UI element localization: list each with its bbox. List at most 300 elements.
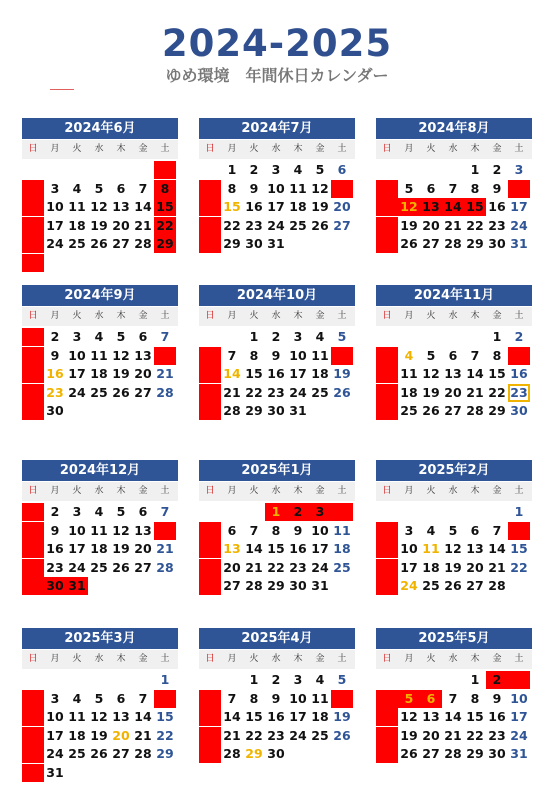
- day-cell: 30: [46, 403, 64, 418]
- day-cell: 23: [508, 384, 530, 402]
- day-cell: 14: [488, 541, 506, 556]
- day-cell: 2: [514, 329, 524, 344]
- day-cell: 2: [50, 504, 60, 519]
- day-cell: 1: [22, 328, 44, 346]
- day-cell: 21: [199, 217, 221, 235]
- weekday-row: [22, 307, 178, 326]
- day-cell: 6: [199, 347, 221, 365]
- weekday-label: 日: [205, 144, 215, 154]
- day-cell: 29: [245, 403, 263, 418]
- day-cell: 13: [223, 541, 241, 556]
- weekday-label: 金: [138, 311, 148, 321]
- day-cell: 22: [245, 727, 263, 743]
- day-cell: 21: [466, 384, 484, 400]
- day-cell: 4: [376, 180, 398, 198]
- day-cell: 20: [422, 217, 440, 233]
- day-cell: 24: [311, 559, 329, 575]
- day-cell: 15: [245, 366, 263, 381]
- day-cell: 31: [66, 577, 88, 595]
- day-cell: 12: [398, 198, 420, 216]
- weekday-label: 火: [426, 654, 436, 664]
- day-cell: 27: [422, 746, 440, 761]
- day-cell: 17: [289, 709, 307, 724]
- day-cell: 6: [470, 522, 480, 538]
- day-cell: 5: [116, 504, 126, 519]
- day-grid: [199, 159, 355, 285]
- day-cell: 5: [426, 347, 436, 363]
- day-cell: 10: [508, 180, 530, 198]
- day-cell: 22: [466, 727, 484, 743]
- month-header: 2024年12月: [22, 460, 178, 481]
- day-cell: 23: [22, 745, 44, 763]
- day-cell: 13: [199, 365, 221, 383]
- weekday-label: 月: [404, 144, 414, 154]
- day-cell: 19: [400, 727, 418, 743]
- day-cell: 2: [376, 522, 398, 540]
- weekday-label: 金: [315, 144, 325, 154]
- day-cell: 10: [46, 199, 64, 214]
- day-cell: 9: [271, 347, 281, 363]
- day-cell: 7: [492, 522, 502, 538]
- day-cell: 3: [293, 672, 303, 687]
- day-cell: 8: [249, 347, 259, 363]
- day-cell: 18: [90, 366, 108, 381]
- weekday-label: 木: [116, 654, 126, 664]
- month-header: 2024年6月: [22, 118, 178, 139]
- day-cell: 21: [245, 559, 263, 575]
- weekday-row: [376, 140, 532, 159]
- month-header: 2025年2月: [376, 460, 532, 481]
- day-cell: 12: [199, 540, 221, 558]
- weekday-label: 金: [315, 486, 325, 496]
- weekday-row: [22, 650, 178, 669]
- day-cell: 1: [470, 162, 480, 177]
- day-cell: 9: [50, 347, 60, 363]
- day-cell: 14: [134, 199, 152, 214]
- day-cell: 13: [444, 366, 462, 381]
- day-cell: 5: [337, 329, 347, 344]
- day-cell: 14: [444, 709, 462, 724]
- day-cell: 18: [333, 541, 351, 556]
- day-cell: 27: [134, 559, 152, 575]
- day-cell: 11: [376, 198, 398, 216]
- day-cell: 30: [245, 236, 263, 251]
- day-cell: 18: [400, 384, 418, 400]
- day-cell: 6: [116, 690, 126, 706]
- weekday-label: 金: [138, 144, 148, 154]
- day-cell: 14: [154, 347, 176, 365]
- day-cell: 6: [227, 522, 237, 538]
- weekday-label: 土: [514, 144, 524, 154]
- day-cell: 5: [94, 690, 104, 706]
- day-cell: 1: [492, 329, 502, 344]
- day-cell: 26: [333, 384, 351, 400]
- day-cell: 14: [466, 366, 484, 381]
- day-cell: 12: [400, 709, 418, 724]
- weekday-label: 金: [138, 654, 148, 664]
- day-cell: 17: [46, 727, 64, 743]
- weekday-label: 日: [382, 144, 392, 154]
- day-cell: 23: [46, 384, 64, 400]
- day-cell: 25: [422, 578, 440, 593]
- day-cell: 23: [46, 559, 64, 575]
- day-cell: 26: [311, 217, 329, 233]
- accent-line: [50, 89, 74, 90]
- day-cell: 2: [486, 671, 508, 689]
- day-cell: 11: [90, 522, 108, 538]
- day-cell: 29: [245, 746, 263, 761]
- day-cell: 4: [72, 690, 82, 706]
- day-cell: 14: [223, 366, 241, 381]
- weekday-label: 木: [116, 311, 126, 321]
- weekday-row: [199, 650, 355, 669]
- day-cell: 9: [376, 540, 398, 558]
- day-cell: 28: [466, 403, 484, 418]
- day-cell: 1: [514, 504, 524, 519]
- day-grid: [199, 669, 355, 795]
- day-grid: [376, 326, 532, 452]
- day-cell: 16: [267, 366, 285, 381]
- day-cell: 8: [22, 522, 44, 540]
- weekday-row: [376, 482, 532, 501]
- day-cell: 17: [400, 559, 418, 575]
- day-cell: 1: [249, 329, 259, 344]
- day-cell: 2: [271, 329, 281, 344]
- day-cell: 22: [488, 384, 506, 400]
- day-cell: 18: [68, 727, 86, 743]
- day-cell: 4: [315, 672, 325, 687]
- day-cell: 20: [199, 384, 221, 402]
- weekday-label: 木: [470, 654, 480, 664]
- month-calendar: [376, 118, 532, 285]
- day-cell: 7: [227, 347, 237, 363]
- day-cell: 9: [22, 198, 44, 216]
- day-cell: 21: [156, 541, 174, 556]
- month-calendar: [376, 628, 532, 795]
- day-cell: 10: [68, 347, 86, 363]
- day-cell: 9: [293, 522, 303, 538]
- day-cell: 8: [227, 180, 237, 196]
- weekday-label: 金: [492, 654, 502, 664]
- day-cell: 11: [90, 347, 108, 363]
- day-cell: 14: [199, 198, 221, 216]
- day-cell: 23: [488, 727, 506, 743]
- weekday-label: 火: [72, 311, 82, 321]
- day-cell: 15: [464, 198, 486, 216]
- day-grid: [22, 501, 178, 627]
- day-cell: 21: [223, 384, 241, 400]
- weekday-label: 金: [492, 144, 502, 154]
- day-cell: 16: [289, 541, 307, 556]
- month-calendar: [22, 118, 178, 285]
- day-cell: 11: [68, 199, 86, 214]
- day-cell: 28: [156, 559, 174, 575]
- day-cell: 2: [22, 690, 44, 708]
- day-cell: 13: [134, 522, 152, 538]
- day-cell: 22: [510, 559, 528, 575]
- day-cell: 4: [331, 503, 353, 521]
- day-grid: [376, 159, 532, 285]
- day-cell: 3: [271, 162, 281, 177]
- day-cell: 1: [154, 161, 176, 179]
- day-cell: 11: [422, 541, 440, 556]
- day-cell: 13: [420, 198, 442, 216]
- day-cell: 17: [68, 366, 86, 381]
- day-cell: 13: [331, 180, 353, 198]
- day-cell: 24: [400, 578, 418, 593]
- day-cell: 9: [22, 708, 44, 726]
- day-cell: 29: [488, 403, 506, 418]
- day-cell: 29: [267, 578, 285, 593]
- day-cell: 7: [160, 504, 170, 519]
- day-cell: 11: [311, 690, 329, 706]
- month-calendar: [199, 460, 355, 627]
- day-cell: 7: [448, 180, 458, 196]
- weekday-label: 火: [72, 654, 82, 664]
- day-cell: 4: [376, 690, 398, 708]
- day-cell: 19: [311, 199, 329, 214]
- weekday-label: 火: [249, 486, 259, 496]
- weekday-label: 水: [448, 144, 458, 154]
- weekday-label: 土: [160, 144, 170, 154]
- month-header: 2025年5月: [376, 628, 532, 649]
- day-cell: 28: [444, 746, 462, 761]
- weekday-label: 火: [426, 311, 436, 321]
- weekday-label: 月: [227, 486, 237, 496]
- day-cell: 29: [22, 402, 44, 420]
- day-cell: 7: [199, 180, 221, 198]
- day-cell: 27: [333, 217, 351, 233]
- day-cell: 20: [112, 217, 130, 233]
- day-grid: [376, 501, 532, 627]
- day-cell: 31: [46, 764, 64, 780]
- day-cell: 13: [466, 541, 484, 556]
- day-cell: 29: [466, 746, 484, 761]
- day-cell: 9: [249, 180, 259, 196]
- day-cell: 16: [245, 199, 263, 214]
- day-cell: 11: [311, 347, 329, 363]
- month-calendar: [199, 285, 355, 452]
- weekday-label: 水: [448, 654, 458, 664]
- day-cell: 14: [134, 709, 152, 724]
- day-cell: 18: [289, 199, 307, 214]
- month-header: 2024年7月: [199, 118, 355, 139]
- day-cell: 21: [156, 366, 174, 381]
- day-cell: 25: [289, 217, 307, 233]
- weekday-label: 日: [382, 311, 392, 321]
- day-cell: 24: [46, 236, 64, 251]
- day-cell: 10: [400, 541, 418, 556]
- day-cell: 19: [333, 709, 351, 724]
- day-cell: 24: [68, 384, 86, 400]
- day-cell: 6: [426, 180, 436, 196]
- day-cell: 25: [311, 727, 329, 743]
- weekday-label: 火: [249, 654, 259, 664]
- day-cell: 10: [267, 180, 285, 196]
- weekday-label: 土: [514, 654, 524, 664]
- day-cell: 17: [376, 384, 398, 402]
- day-cell: 9: [508, 347, 530, 365]
- weekday-label: 木: [293, 311, 303, 321]
- day-cell: 30: [488, 746, 506, 761]
- day-cell: 12: [112, 347, 130, 363]
- day-cell: 6: [448, 347, 458, 363]
- day-cell: 30: [510, 403, 528, 418]
- day-cell: 24: [267, 217, 285, 233]
- day-cell: 10: [289, 347, 307, 363]
- day-cell: 25: [376, 235, 398, 253]
- day-cell: 7: [227, 690, 237, 706]
- day-cell: 25: [376, 745, 398, 763]
- weekday-row: [22, 482, 178, 501]
- day-cell: 18: [376, 727, 398, 745]
- day-cell: 22: [245, 384, 263, 400]
- day-cell: 15: [488, 366, 506, 381]
- weekday-label: 火: [249, 311, 259, 321]
- day-cell: 12: [90, 709, 108, 724]
- day-cell: 26: [400, 236, 418, 251]
- day-cell: 27: [112, 746, 130, 761]
- weekday-row: [199, 307, 355, 326]
- day-cell: 27: [466, 578, 484, 593]
- day-cell: 17: [68, 541, 86, 556]
- day-cell: 27: [223, 578, 241, 593]
- weekday-label: 火: [72, 144, 82, 154]
- weekday-label: 火: [426, 144, 436, 154]
- day-cell: 10: [46, 709, 64, 724]
- day-cell: 10: [289, 690, 307, 706]
- day-cell: 5: [315, 162, 325, 177]
- day-cell: 27: [112, 236, 130, 251]
- day-cell: 11: [68, 709, 86, 724]
- day-cell: 25: [90, 384, 108, 400]
- day-cell: 21: [444, 727, 462, 743]
- day-cell: 16: [46, 366, 64, 381]
- day-cell: 21: [223, 727, 241, 743]
- day-cell: 8: [154, 690, 176, 708]
- day-cell: 28: [245, 578, 263, 593]
- day-cell: 29: [22, 577, 44, 595]
- day-grid: [199, 501, 355, 627]
- day-cell: 28: [444, 236, 462, 251]
- weekday-label: 土: [160, 311, 170, 321]
- day-cell: 25: [68, 746, 86, 761]
- day-cell: 14: [442, 198, 464, 216]
- day-cell: 19: [90, 727, 108, 743]
- day-cell: 15: [156, 709, 174, 724]
- day-cell: 26: [90, 746, 108, 761]
- day-cell: 24: [289, 384, 307, 400]
- day-cell: 4: [72, 180, 82, 196]
- day-cell: 21: [134, 217, 152, 233]
- day-cell: 3: [404, 522, 414, 538]
- day-cell: 19: [422, 384, 440, 400]
- page-subtitle: ゆめ環境 年間休日カレンダー: [165, 66, 389, 85]
- weekday-label: 金: [315, 654, 325, 664]
- day-cell: 16: [46, 541, 64, 556]
- day-cell: 29: [223, 236, 241, 251]
- day-cell: 24: [46, 746, 64, 761]
- day-cell: 23: [376, 577, 398, 595]
- day-cell: 12: [331, 347, 353, 365]
- day-cell: 12: [311, 180, 329, 196]
- weekday-label: 木: [116, 486, 126, 496]
- day-cell: 31: [289, 403, 307, 418]
- day-cell: 5: [337, 672, 347, 687]
- day-cell: 24: [510, 217, 528, 233]
- weekday-label: 水: [94, 654, 104, 664]
- day-cell: 24: [510, 727, 528, 743]
- weekday-label: 月: [227, 144, 237, 154]
- day-cell: 6: [420, 690, 442, 708]
- weekday-label: 月: [227, 311, 237, 321]
- day-cell: 26: [199, 577, 221, 595]
- day-cell: 27: [199, 745, 221, 763]
- day-cell: 8: [271, 522, 281, 538]
- month-calendar: [199, 628, 355, 795]
- day-grid: [22, 159, 178, 285]
- weekday-row: [199, 482, 355, 501]
- day-cell: 3: [376, 347, 398, 365]
- day-cell: 26: [90, 236, 108, 251]
- day-cell: 1: [470, 672, 480, 687]
- day-cell: 27: [134, 384, 152, 400]
- day-cell: 28: [134, 236, 152, 251]
- day-cell: 18: [90, 541, 108, 556]
- day-cell: 11: [289, 180, 307, 196]
- day-cell: 5: [398, 690, 420, 708]
- day-cell: 20: [422, 727, 440, 743]
- day-cell: 22: [22, 384, 44, 402]
- day-cell: 5: [199, 522, 221, 540]
- day-cell: 28: [488, 578, 506, 593]
- day-cell: 22: [267, 559, 285, 575]
- day-cell: 12: [444, 541, 462, 556]
- weekday-label: 土: [337, 311, 347, 321]
- day-cell: 11: [376, 708, 398, 726]
- day-cell: 10: [68, 522, 86, 538]
- day-cell: 15: [22, 365, 44, 383]
- day-cell: 20: [466, 559, 484, 575]
- day-cell: 15: [22, 540, 44, 558]
- day-cell: 19: [112, 541, 130, 556]
- day-cell: 28: [156, 384, 174, 400]
- day-cell: 22: [154, 217, 176, 235]
- day-cell: 19: [333, 366, 351, 381]
- day-cell: 20: [223, 559, 241, 575]
- day-cell: 28: [199, 235, 221, 253]
- weekday-label: 土: [337, 654, 347, 664]
- day-cell: 6: [199, 690, 221, 708]
- day-cell: 6: [116, 180, 126, 196]
- weekday-label: 日: [382, 486, 392, 496]
- day-cell: 27: [199, 402, 221, 420]
- month-header: 2025年4月: [199, 628, 355, 649]
- day-cell: 3: [514, 162, 524, 177]
- day-cell: 17: [46, 217, 64, 233]
- day-cell: 15: [223, 199, 241, 214]
- day-cell: 7: [138, 690, 148, 706]
- day-cell: 1: [22, 503, 44, 521]
- day-cell: 8: [492, 347, 502, 363]
- weekday-label: 水: [271, 144, 281, 154]
- day-cell: 21: [134, 727, 152, 743]
- weekday-label: 金: [138, 486, 148, 496]
- day-cell: 27: [422, 236, 440, 251]
- weekday-label: 水: [271, 486, 281, 496]
- day-cell: 18: [376, 217, 398, 235]
- weekday-label: 月: [50, 486, 60, 496]
